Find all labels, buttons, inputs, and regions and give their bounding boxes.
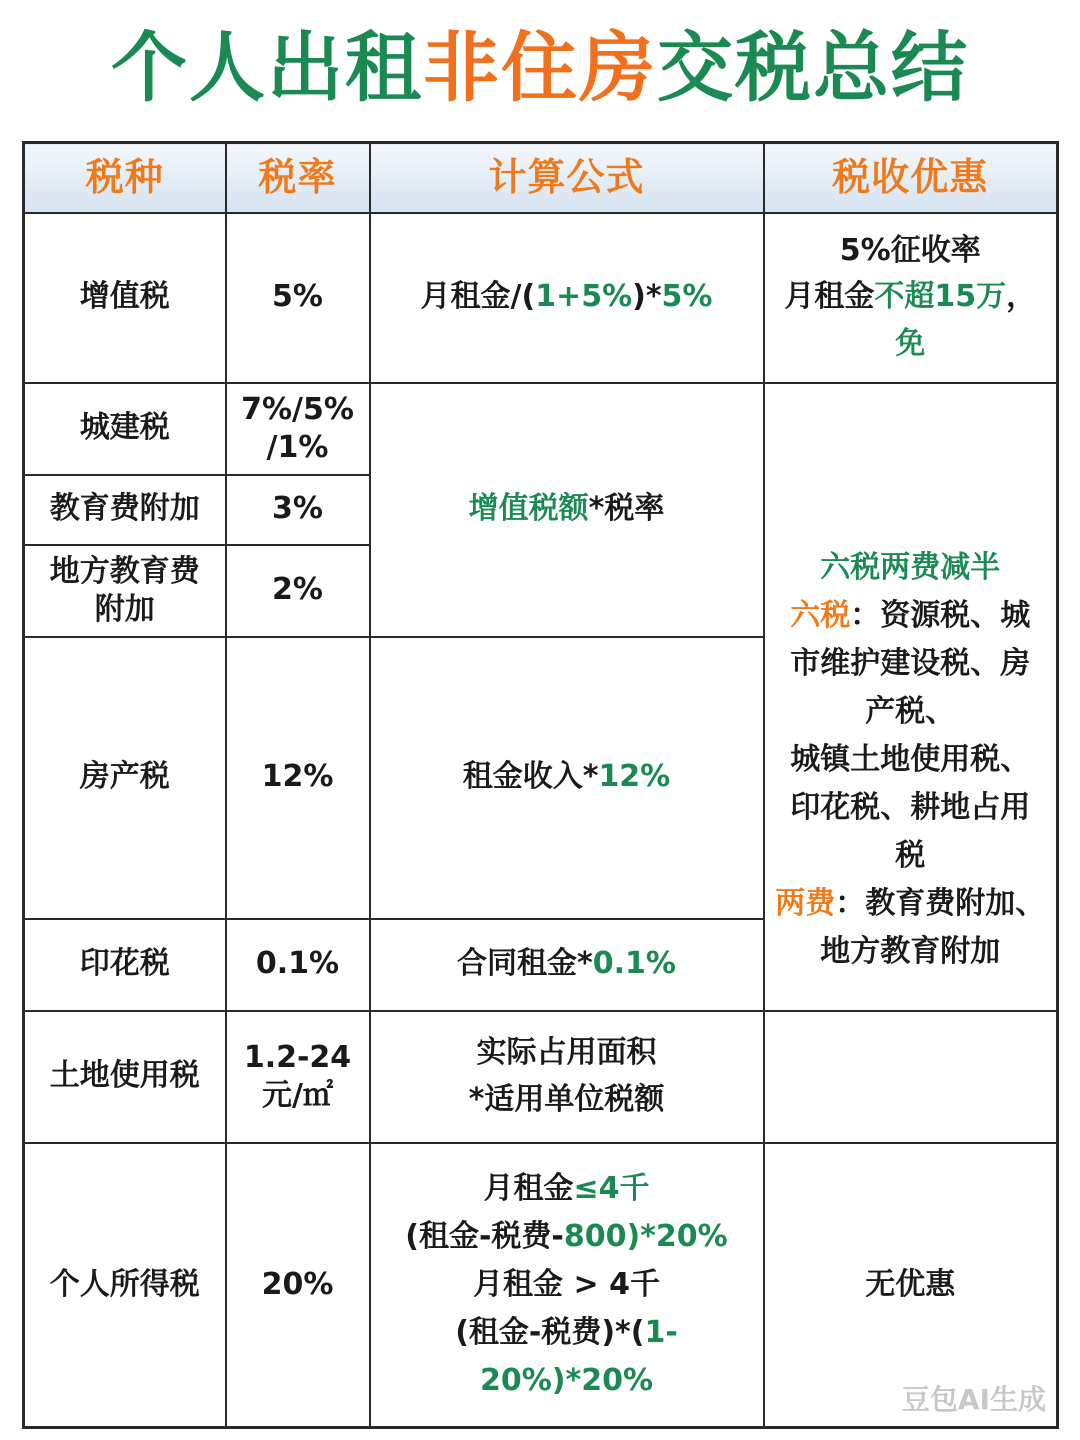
income-formula-line bbox=[379, 1309, 755, 1405]
income-formula-part: 800)*20% bbox=[563, 1218, 728, 1254]
surtax-formula-part: 增值税额 bbox=[468, 491, 589, 527]
header-tax-type: 税种 bbox=[24, 143, 226, 213]
property-rate: 12% bbox=[226, 637, 370, 919]
vat-tax-name: 增值税 bbox=[24, 213, 226, 383]
vat-formula bbox=[370, 213, 764, 383]
table-row-urban bbox=[24, 383, 1058, 475]
two-fee-text: 地方教育附加 bbox=[820, 933, 1001, 969]
income-formula-part: (租金-税费- bbox=[405, 1218, 564, 1254]
header-row bbox=[24, 143, 1058, 213]
income-tax-name: 个人所得税 bbox=[24, 1143, 226, 1428]
six-tax-text: ：资源税、城 bbox=[850, 597, 1031, 633]
vat-formula-part: )* bbox=[632, 279, 662, 315]
six-tax-label: 六税 bbox=[790, 597, 851, 633]
table-row-land bbox=[24, 1011, 1058, 1143]
stamp-formula-part: 0.1% bbox=[592, 946, 676, 982]
edu-rate: 3% bbox=[226, 475, 370, 545]
urban-rate-line: 7%/5% bbox=[241, 392, 354, 427]
vat-benefit-part: 不超15万 bbox=[874, 279, 1007, 315]
six-tax-text: 税 bbox=[895, 837, 926, 873]
vat-rate: 5% bbox=[226, 213, 370, 383]
land-formula bbox=[370, 1011, 764, 1143]
surtax-formula-part: *税率 bbox=[588, 491, 665, 527]
vat-formula-part: 5% bbox=[661, 279, 713, 315]
income-formula-part: 月租金 bbox=[483, 1170, 574, 1206]
property-formula-part: 租金收入* bbox=[462, 759, 599, 795]
land-tax-name: 土地使用税 bbox=[24, 1011, 226, 1143]
vat-benefit-line: 免 bbox=[895, 325, 926, 361]
tax-summary-table bbox=[22, 141, 1059, 1429]
title-part2: 非住房 bbox=[423, 23, 657, 112]
land-benefit-empty bbox=[764, 1011, 1058, 1143]
urban-rate bbox=[226, 383, 370, 475]
property-tax-name: 房产税 bbox=[24, 637, 226, 919]
title-part3: 交税总结 bbox=[657, 23, 969, 112]
stamp-rate: 0.1% bbox=[226, 919, 370, 1011]
surtax-formula bbox=[370, 383, 764, 637]
local-edu-rate: 2% bbox=[226, 545, 370, 637]
header-formula: 计算公式 bbox=[370, 143, 764, 213]
local-edu-name-line: 附加 bbox=[94, 591, 155, 627]
land-rate-line: 1.2-24 bbox=[243, 1040, 352, 1075]
land-rate-line: 元/㎡ bbox=[262, 1077, 333, 1113]
stamp-formula bbox=[370, 919, 764, 1011]
half-benefit-head: 六税两费减半 bbox=[820, 549, 1001, 585]
income-benefit: 无优惠 bbox=[764, 1143, 1058, 1428]
page-title bbox=[0, 22, 1080, 113]
urban-rate-line: /1% bbox=[266, 429, 329, 465]
income-formula-part: (租金-税费)*( bbox=[455, 1314, 645, 1350]
income-formula-part: 1-20%)*20% bbox=[479, 1314, 678, 1398]
two-fee-label: 两费 bbox=[775, 885, 836, 921]
stamp-tax-name: 印花税 bbox=[24, 919, 226, 1011]
vat-formula-part: 1+5% bbox=[535, 279, 633, 315]
title-part1: 个人出租 bbox=[111, 23, 423, 112]
urban-tax-name: 城建税 bbox=[24, 383, 226, 475]
income-formula bbox=[370, 1143, 764, 1428]
property-formula-part: 12% bbox=[598, 759, 671, 795]
half-benefit bbox=[764, 383, 1058, 1011]
six-tax-text: 印花税、耕地占用 bbox=[790, 789, 1031, 825]
six-tax-text: 市维护建设税、房 bbox=[790, 645, 1031, 681]
edu-tax-name: 教育费附加 bbox=[24, 475, 226, 545]
six-tax-text: 城镇土地使用税、 bbox=[790, 741, 1031, 777]
stamp-formula-part: 合同租金* bbox=[457, 946, 593, 982]
vat-benefit-part: 月租金 bbox=[784, 279, 875, 315]
local-edu-name-line: 地方教育费 bbox=[49, 554, 200, 589]
land-formula-line: *适用单位税额 bbox=[468, 1081, 665, 1117]
vat-benefit-part: ， bbox=[1006, 279, 1037, 315]
header-benefit: 税收优惠 bbox=[764, 143, 1058, 213]
six-tax-text: 产税、 bbox=[865, 693, 956, 729]
vat-benefit bbox=[764, 213, 1058, 383]
income-formula-part: ≤4千 bbox=[573, 1170, 650, 1206]
land-rate bbox=[226, 1011, 370, 1143]
income-formula-line bbox=[379, 1213, 755, 1261]
two-fee-text: ：教育费附加、 bbox=[835, 885, 1046, 921]
vat-benefit-line bbox=[773, 274, 1049, 321]
vat-benefit-line: 5%征收率 bbox=[839, 232, 981, 268]
vat-formula-part: 月租金/( bbox=[420, 279, 536, 315]
income-rate: 20% bbox=[226, 1143, 370, 1428]
property-formula bbox=[370, 637, 764, 919]
header-tax-rate: 税率 bbox=[226, 143, 370, 213]
watermark: 豆包AI生成 bbox=[901, 1383, 1046, 1416]
local-edu-tax-name bbox=[24, 545, 226, 637]
income-formula-line: 月租金 > 4千 bbox=[473, 1266, 660, 1302]
table-row-vat bbox=[24, 213, 1058, 383]
land-formula-line: 实际占用面积 bbox=[476, 1035, 657, 1070]
income-formula-line bbox=[379, 1165, 755, 1213]
